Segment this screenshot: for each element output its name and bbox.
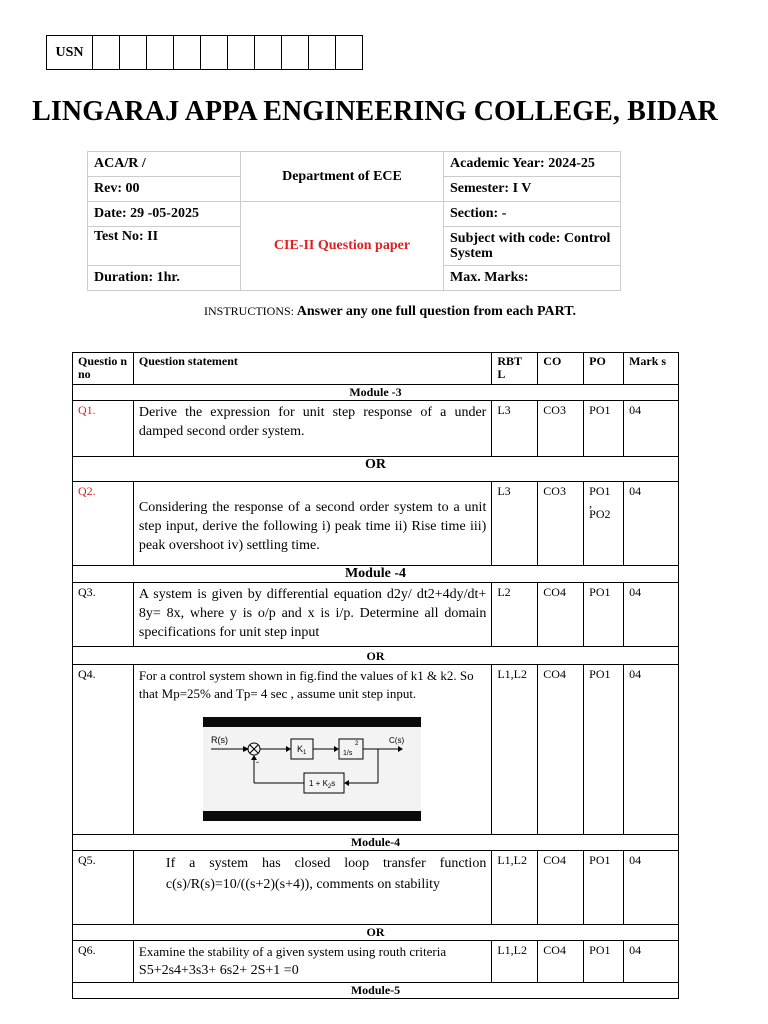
revision: Rev: 00 (88, 177, 241, 202)
question-number: Q2. (73, 482, 134, 566)
header-info-table (87, 151, 621, 291)
marks: 04 (624, 665, 679, 835)
po-secondary: PO2 (589, 507, 611, 521)
aca-ref: ACA/R / (88, 152, 241, 177)
program-outcome: PO1 (584, 401, 624, 457)
usn-cell[interactable] (174, 36, 201, 69)
question-statement: Examine the stability of a given system using routh criteria (138, 944, 447, 959)
header-statement: Question statement (133, 353, 491, 385)
module-heading: Module -4 (73, 566, 679, 583)
rbt-level: L3 (492, 482, 538, 566)
test-number: Test No: II (88, 227, 241, 266)
usn-box (46, 35, 363, 70)
question-number: Q6. (73, 941, 134, 983)
question-number: Q3. (73, 583, 134, 647)
marks: 04 (624, 583, 679, 647)
usn-cell[interactable] (228, 36, 255, 69)
minus-sign: - (255, 757, 259, 767)
rbt-level: L1,L2 (492, 665, 538, 835)
question-number: Q1. (73, 401, 134, 457)
marks: 04 (624, 941, 679, 983)
header-qno: Questio n no (73, 353, 134, 385)
plant-label: 1/s (342, 750, 353, 757)
usn-cell[interactable] (93, 36, 120, 69)
question-row (73, 665, 679, 835)
usn-cell[interactable] (120, 36, 147, 69)
question-number: Q5. (73, 851, 134, 925)
block-diagram (203, 717, 421, 821)
feedback-text: 1 + K (308, 779, 328, 788)
or-separator: OR (73, 647, 679, 665)
usn-cell[interactable] (201, 36, 228, 69)
feedback-tail: s (331, 779, 336, 788)
question-row (73, 583, 679, 647)
k1-subscript: 1 (302, 750, 307, 756)
program-outcome (584, 482, 624, 566)
academic-year: Academic Year: 2024-25 (444, 152, 621, 177)
table-header-row (73, 353, 679, 385)
usn-cell[interactable] (147, 36, 174, 69)
question-statement-cell (133, 665, 491, 835)
or-separator: OR (73, 925, 679, 941)
exam-date: Date: 29 -05-2025 (88, 202, 241, 227)
diagram-top-band (203, 717, 421, 727)
usn-label: USN (47, 36, 93, 69)
feedback-subscript: 2 (327, 784, 332, 790)
rbt-level: L3 (492, 401, 538, 457)
usn-cell[interactable] (309, 36, 336, 69)
or-separator: OR (73, 457, 679, 482)
rbt-level: L1,L2 (492, 851, 538, 925)
program-outcome: PO1 (584, 583, 624, 647)
question-statement-cell (133, 941, 491, 983)
max-marks: Max. Marks: (444, 266, 621, 291)
module-heading: Module-5 (73, 983, 679, 999)
header-co: CO (538, 353, 584, 385)
question-row (73, 941, 679, 983)
question-row (73, 851, 679, 925)
course-outcome: CO3 (538, 401, 584, 457)
question-statement: Derive the expression for unit step response of a under damped second order system. (133, 401, 491, 457)
section: Section: - (444, 202, 621, 227)
marks: 04 (624, 851, 679, 925)
usn-cell[interactable] (336, 36, 362, 69)
diagram-bottom-band (203, 811, 421, 821)
question-number: Q4. (73, 665, 134, 835)
college-title: LINGARAJ APPA ENGINEERING COLLEGE, BIDAR (32, 96, 718, 127)
marks: 04 (624, 482, 679, 566)
program-outcome: PO1 (584, 665, 624, 835)
po-primary: PO1 (589, 484, 611, 498)
rbt-level: L2 (492, 583, 538, 647)
question-row (73, 401, 679, 457)
characteristic-equation: S5+2s4+3s3+ 6s2+ 2S+1 =0 (138, 963, 299, 978)
question-row (73, 482, 679, 566)
header-rbtl: RBT L (492, 353, 538, 385)
department: Department of ECE (241, 152, 444, 202)
course-outcome: CO4 (538, 665, 584, 835)
instructions (0, 304, 768, 320)
instructions-prefix: INSTRUCTIONS: (203, 304, 294, 318)
paper-title: CIE-II Question paper (241, 202, 444, 291)
course-outcome: CO4 (538, 583, 584, 647)
course-outcome: CO4 (538, 851, 584, 925)
instructions-text: Answer any one full question from each PART. (296, 304, 576, 319)
plant-exponent: 2 (354, 741, 359, 747)
subject: Subject with code: Control System (444, 227, 621, 266)
module-heading: Module -3 (73, 385, 679, 401)
rbt-level: L1,L2 (492, 941, 538, 983)
question-statement: A system is given by differential equation d2y/ dt2+4dy/dt+ 8y= 8x, where y is o/p and x is i/p. Determine all domain specifications for unit step input (133, 583, 491, 647)
marks: 04 (624, 401, 679, 457)
output-label: C(s) (388, 736, 405, 745)
header-marks: Mark s (624, 353, 679, 385)
duration: Duration: 1hr. (88, 266, 241, 291)
usn-cell[interactable] (282, 36, 309, 69)
course-outcome: CO3 (538, 482, 584, 566)
question-statement: If a system has closed loop transfer function c(s)/R(s)=10/((s+2)(s+4)), comments on stability (133, 851, 491, 925)
question-statement: Considering the response of a second order system to a unit step input, derive the following i) peak time ii) Rise time iii) peak overshoot iv) settling time. (133, 482, 491, 566)
header-po: PO (584, 353, 624, 385)
question-table (72, 352, 679, 999)
program-outcome: PO1 (584, 851, 624, 925)
program-outcome: PO1 (584, 941, 624, 983)
course-outcome: CO4 (538, 941, 584, 983)
po-separator: , (589, 496, 593, 510)
question-statement: For a control system shown in fig.find the values of k1 & k2. So that Mp=25% and Tp= 4 sec , assume unit step input. (138, 668, 474, 701)
input-label: R(s) (210, 735, 228, 745)
k1-text: K (296, 744, 303, 754)
module-heading: Module-4 (73, 835, 679, 851)
semester: Semester: I V (444, 177, 621, 202)
usn-cell[interactable] (255, 36, 282, 69)
